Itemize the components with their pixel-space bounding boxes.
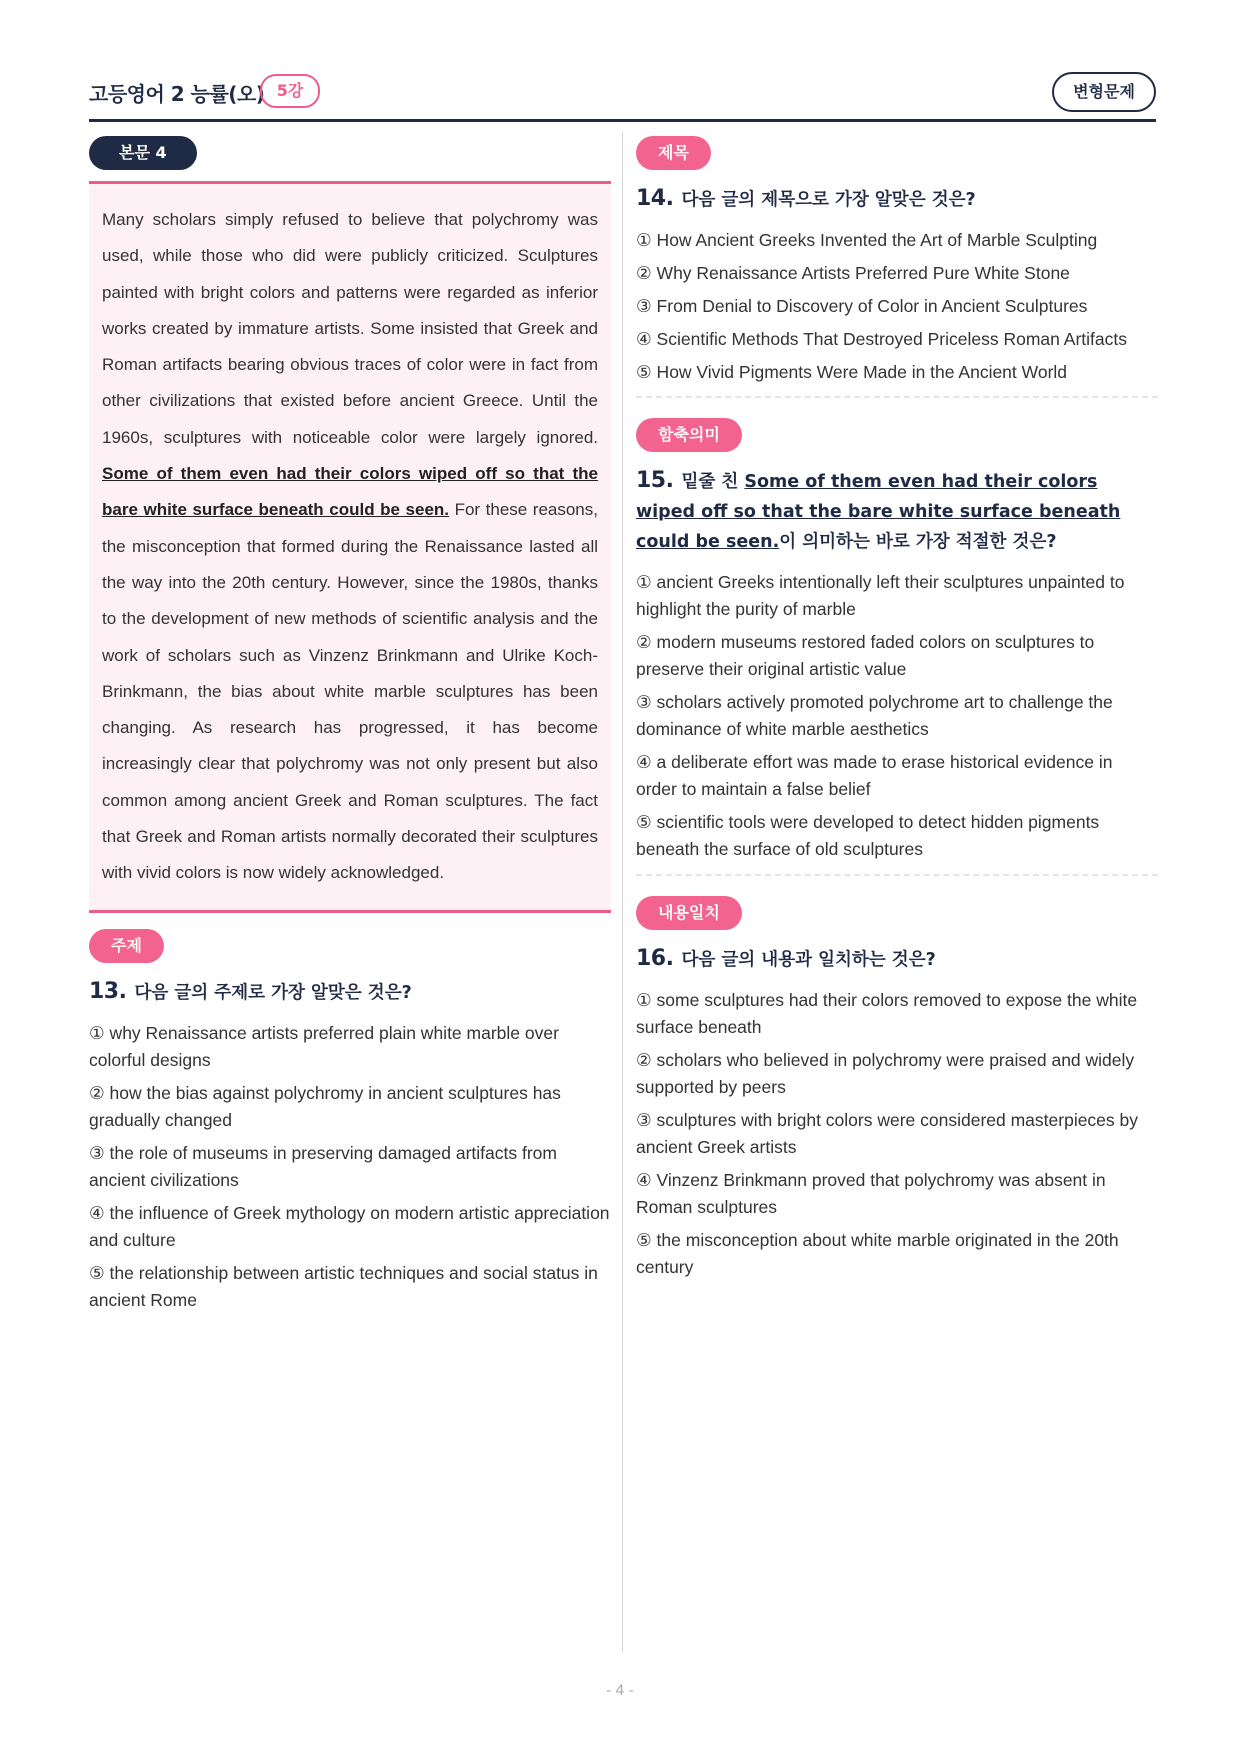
passage-text-before: Many scholars simply refused to believe that polychromy was used, while those who did were publicly criticized. Sculptures painted with bright colors and patterns were regarded as inferior works created by immature artists. Some insisted that Greek and Roman artifacts bearing obvious traces of color were in fact from other civilizations that existed before ancient Greece. Until the 1960s, sculptures with noticeable color were largely ignored. — [102, 210, 598, 447]
q15-number: 15. — [636, 468, 674, 493]
q16-option-1[interactable]: ① some sculptures had their colors removed to expose the white surface beneath — [636, 990, 1138, 1037]
q14-option-4[interactable]: ④ Scientific Methods That Destroyed Priceless Roman Artifacts — [636, 329, 1127, 349]
q16-question: 다음 글의 내용과 일치하는 것은? — [681, 950, 936, 970]
q15-option-4[interactable]: ④ a deliberate effort was made to erase historical evidence in order to maintain a false belief — [636, 752, 1113, 799]
q15-option-3[interactable]: ③ scholars actively promoted polychrome art to challenge the dominance of white marble aesthetics — [636, 692, 1113, 739]
q15-question-suffix: 이 의미하는 바로 가장 적절한 것은? — [779, 532, 1057, 552]
right-column — [636, 136, 1158, 1287]
q15-option-1[interactable]: ① ancient Greeks intentionally left their sculptures unpainted to highlight the purity of marble — [636, 572, 1125, 619]
question-type-badge: 변형문제 — [1052, 72, 1156, 112]
q15-question-underlined: Some of them even had their colors wiped off so that the bare white surface beneath could be seen. — [636, 472, 1121, 552]
q13-number: 13. — [89, 978, 127, 1004]
q15-option-2[interactable]: ② modern museums restored faded colors on sculptures to preserve their original artistic value — [636, 632, 1095, 679]
question-14 — [636, 136, 1158, 385]
document-title: 고등영어 2 능률(오) — [89, 82, 265, 106]
q15-heading — [636, 466, 1158, 557]
q16-option-4[interactable]: ④ Vinzenz Brinkmann proved that polychromy was absent in Roman sculptures — [636, 1170, 1106, 1217]
question-15 — [636, 418, 1158, 863]
column-divider — [622, 132, 623, 1652]
q13-option-1[interactable]: ① why Renaissance artists preferred plain white marble over colorful designs — [89, 1022, 559, 1070]
q14-heading — [636, 184, 1158, 215]
q14-question: 다음 글의 제목으로 가장 알맞은 것은? — [681, 190, 976, 210]
q13-tag: 주제 — [89, 929, 164, 963]
q15-question-prefix: 밑줄 친 — [681, 472, 745, 492]
q13-options — [89, 1020, 611, 1314]
q14-option-1[interactable]: ① How Ancient Greeks Invented the Art of Marble Sculpting — [636, 230, 1098, 250]
q16-option-3[interactable]: ③ sculptures with bright colors were considered masterpieces by ancient Greek artists — [636, 1110, 1139, 1157]
q16-options — [636, 987, 1158, 1281]
passage-text-after: For these reasons, the misconception that formed during the Renaissance lasted all the way into the 20th century. However, since the 1980s, thanks to the development of new methods of scientific analysis and the work of scholars such as Vinzenz Brinkmann and Ulrike Koch-Brinkmann, the bias about white marble sculptures has been changing. As research has progressed, it has become increasingly clear that polychromy was not only present but also common among ancient Greek and Roman sculptures. The fact that Greek and Roman artists normally decorated their sculptures with vivid colors is now widely acknowledged. — [102, 500, 598, 883]
q16-option-5[interactable]: ⑤ the misconception about white marble originated in the 20th century — [636, 1230, 1119, 1277]
q16-number: 16. — [636, 946, 674, 971]
page-header — [89, 72, 1156, 118]
q13-option-3[interactable]: ③ the role of museums in preserving damaged artifacts from ancient civilizations — [89, 1142, 557, 1190]
q14-number: 14. — [636, 186, 674, 211]
header-divider — [89, 119, 1156, 122]
q13-question: 다음 글의 주제로 가장 알맞은 것은? — [134, 982, 412, 1003]
passage-text — [102, 202, 598, 892]
q14-option-2[interactable]: ② Why Renaissance Artists Preferred Pure White Stone — [636, 263, 1070, 283]
q15-option-5[interactable]: ⑤ scientific tools were developed to detect hidden pigments beneath the surface of old sculptures — [636, 812, 1100, 859]
q16-option-2[interactable]: ② scholars who believed in polychromy were praised and widely supported by peers — [636, 1050, 1135, 1097]
q13-option-4[interactable]: ④ the influence of Greek mythology on modern artistic appreciation and culture — [89, 1202, 610, 1250]
q14-options — [636, 227, 1158, 385]
q14-tag: 제목 — [636, 136, 711, 170]
q13-heading — [89, 977, 611, 1008]
q15-tag: 함축의미 — [636, 418, 742, 452]
q15-options — [636, 569, 1158, 863]
page-number: - 4 - — [606, 1683, 634, 1699]
dashed-separator — [636, 874, 1158, 876]
passage-box — [89, 181, 611, 913]
dashed-separator — [636, 396, 1158, 398]
question-13 — [89, 929, 611, 1314]
question-16 — [636, 896, 1158, 1281]
q16-tag: 내용일치 — [636, 896, 742, 930]
passage-underlined-sentence: Some of them even had their colors wiped off so that the bare white surface beneath could be seen. — [102, 464, 598, 520]
passage-label: 본문 4 — [89, 136, 197, 170]
q14-option-3[interactable]: ③ From Denial to Discovery of Color in Ancient Sculptures — [636, 296, 1088, 316]
lesson-badge: 5강 — [260, 74, 320, 108]
q13-option-5[interactable]: ⑤ the relationship between artistic techniques and social status in ancient Rome — [89, 1262, 598, 1310]
q16-heading — [636, 944, 1158, 975]
q13-option-2[interactable]: ② how the bias against polychromy in ancient sculptures has gradually changed — [89, 1082, 561, 1130]
q14-option-5[interactable]: ⑤ How Vivid Pigments Were Made in the Ancient World — [636, 362, 1068, 382]
left-column — [89, 136, 611, 1320]
